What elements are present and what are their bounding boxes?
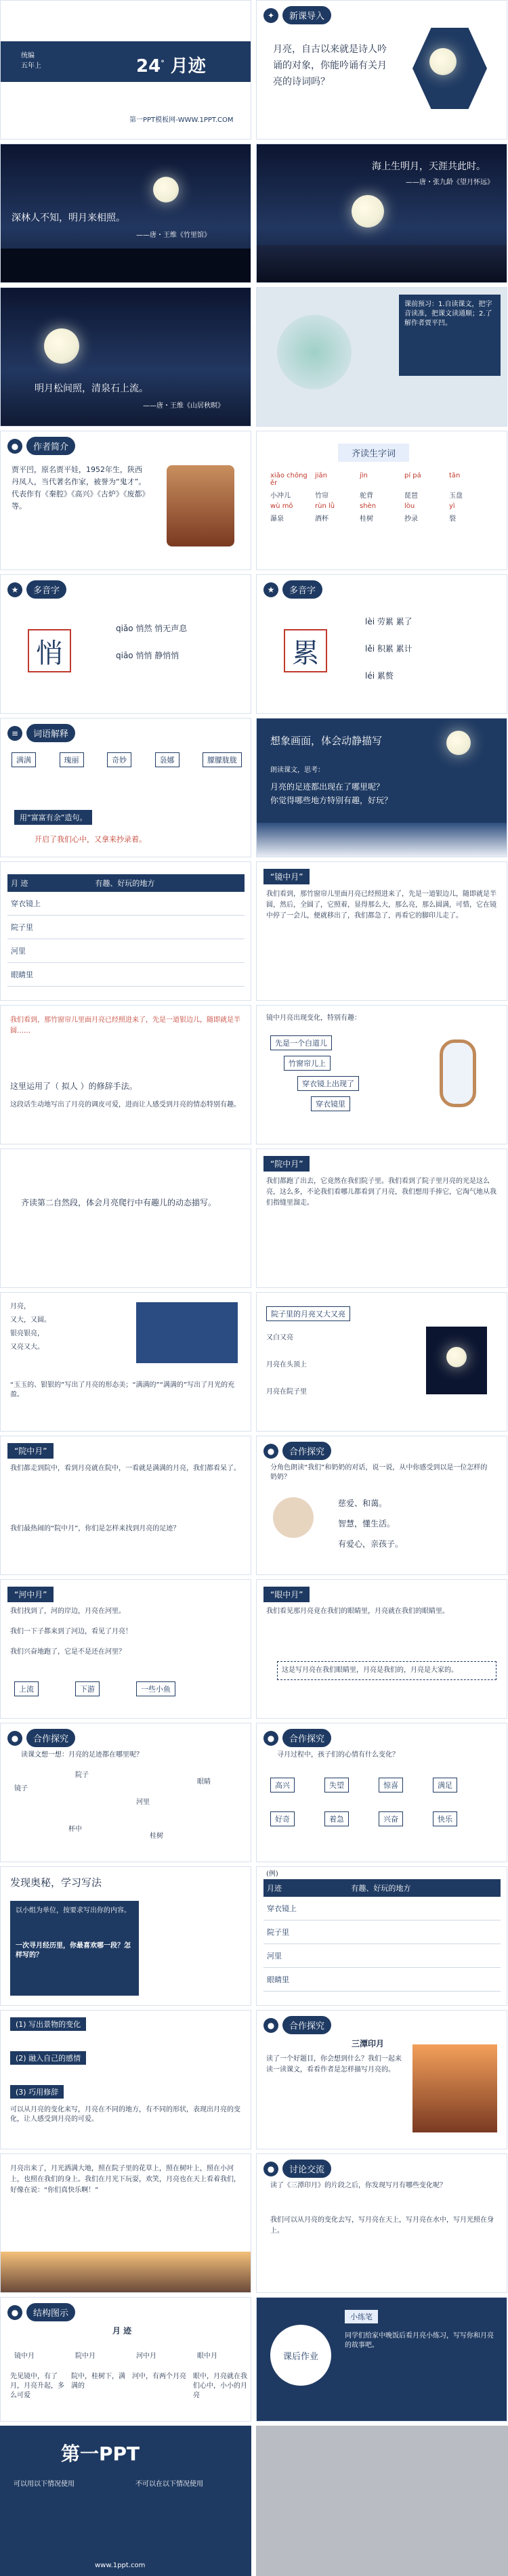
slide-yard3[interactable]: [256, 1292, 507, 1432]
author-tag: 作者简介: [26, 437, 75, 455]
close-q: 这里运用了（ 拟人 ）的修辞手法。: [10, 1081, 137, 1091]
slide-coop1[interactable]: [256, 1436, 507, 1575]
lesson-number: 24: [136, 56, 161, 77]
method-item: (1) 写出景物的变化: [10, 2017, 86, 2031]
pinyin: wù mō: [270, 502, 293, 510]
slide-intro[interactable]: [256, 0, 507, 139]
eye-tip: 这是写月亮在我们眼睛里，月亮是我们的，月亮是大家的。: [277, 1661, 496, 1680]
step-line: 穿衣镜上出现了: [297, 1076, 359, 1091]
mirror-icon: [440, 1039, 476, 1107]
eye-tag: “眼中月”: [263, 1587, 310, 1602]
slide-poly-2[interactable]: [256, 574, 507, 714]
site-label: 第一PPT模板网-WWW.1PPT.COM: [129, 116, 234, 124]
lesson-title: 月迹: [170, 56, 206, 77]
step-line: 竹窗帘儿上: [284, 1056, 331, 1071]
slide-title[interactable]: 统编 五年上 24° 月迹 第一PPT模板网-WWW.1PPT.COM: [0, 0, 251, 139]
vocab-item: 奇妙: [107, 752, 131, 767]
yard-text: 我们都跑了出去，它竟然在我们院子里。我们看到了院子里月亮的光是这么亮，这么多，不论我们看哪儿都看到了月亮，我们想用手捧它，它淘气地从我们指缝里溜走。: [266, 1178, 496, 1207]
slide-yard[interactable]: [256, 1149, 507, 1288]
vocab-item: 满满: [12, 752, 36, 767]
slide-poem-3[interactable]: [0, 287, 251, 427]
moon-icon: [429, 48, 457, 75]
homework-text: 同学们给家中晚饭后看月亮小练习，写写你和月亮的故事吧。: [345, 2332, 494, 2349]
dusk-photo: [1, 2252, 251, 2292]
mood-box: 满足: [433, 1778, 457, 1793]
vocab-tag: 词语解释: [26, 724, 75, 742]
slide-discover[interactable]: [0, 1866, 251, 2006]
discuss-tag: 讨论交流: [282, 2160, 331, 2178]
mood-box: 好奇: [270, 1811, 295, 1826]
trace-item: 院子: [75, 1772, 89, 1779]
structure-tag: 结构图示: [26, 2303, 75, 2321]
pinyin: tān: [449, 472, 461, 479]
blank-panel: [256, 2426, 508, 2576]
moon-photo: [136, 1302, 238, 1363]
structure-leaf: 先见镜中，有了月，月亮升起，多么可爱: [10, 2373, 64, 2399]
step-line: 先是一个白道儿: [270, 1035, 332, 1050]
word: 琵琶: [404, 492, 418, 500]
imagine-q1: 朗读课文，思考：: [270, 767, 324, 774]
slide-eye[interactable]: [256, 1579, 507, 1719]
coop2-q: 读课文想一想：月亮的足迹都在哪里呢？: [21, 1751, 143, 1759]
river-line: 我们兴奋地跑了，它是不是还在河里？: [10, 1648, 125, 1656]
yard3-line: 院子里的月亮又大又亮: [266, 1306, 350, 1321]
grade: 五年上: [21, 62, 41, 70]
intro-text: 月亮，自古以来就是诗人吟诵的对象，你能吟诵有关月亮的诗词吗？: [273, 44, 387, 87]
yard3-line: 月亮在院子里: [266, 1388, 307, 1396]
slide-coop4[interactable]: [256, 2010, 507, 2149]
vocab-sub: 用“富富有余”造句。: [14, 810, 92, 825]
word: 瀑泉: [270, 515, 284, 523]
slide-longtext[interactable]: [0, 2153, 251, 2293]
yard2-line: 银亮银亮，: [10, 1330, 44, 1337]
word: 抄录: [404, 515, 418, 523]
footer-logo: 第一PPT: [61, 2443, 140, 2465]
structure-leaf: 河中，有两个月亮: [132, 2373, 186, 2380]
poly-line: qiǎo 悄然 悄无声息: [116, 624, 188, 633]
pinyin: yì: [449, 502, 455, 510]
word: 驼背: [360, 492, 373, 500]
vocab-item: 瑰丽: [60, 752, 84, 767]
homework-tag: 小练笔: [345, 2310, 378, 2323]
discuss-text: 我们可以从月亮的变化去写，写月亮在天上，写月亮在水中，写月光照在身上。: [270, 2216, 494, 2235]
table-cell: 河里: [263, 1944, 347, 1968]
star-icon: ★: [263, 582, 278, 597]
table-cell: 河里: [7, 939, 91, 963]
words-tag: 齐读生字词: [338, 444, 409, 462]
ink-blob: [277, 315, 352, 389]
vocab-item: 朦朦胧胧: [203, 752, 242, 767]
mirror-text: 我们看到，那竹窗帘儿里面月亮已经照进来了，先是一道银边儿，随即就是半圆，然后，全圆了，它照着，显得那么大，那么亮，那么圆满，可惜，它在镜中停了一会儿，便就移出了，我们都急了，再看它的脚印儿走了。: [266, 890, 496, 920]
slide-poem-1[interactable]: [0, 144, 251, 283]
option: 智慧，懂生活。: [338, 1519, 396, 1528]
word: 裂: [449, 515, 456, 523]
yard2-line: 又大，又圆。: [10, 1316, 51, 1324]
slide-step[interactable]: [256, 1005, 507, 1144]
poem-text: 海上生明月，天涯共此时。: [372, 161, 486, 172]
structure-leaf: 院中，桂树下，满满的: [71, 2373, 125, 2390]
discover-title: 发现奥秘，学习写法: [10, 1876, 102, 1889]
table-header: 有趣、好玩的地方: [347, 1879, 501, 1897]
slide-yard4[interactable]: [0, 1436, 251, 1575]
mirror-tag: “镜中月”: [263, 869, 310, 884]
slide-example[interactable]: [256, 1866, 507, 2006]
people-icon: ●: [7, 1731, 22, 1746]
poly-tag: 多音字: [282, 580, 322, 599]
pinyin: rùn lǜ: [315, 502, 335, 510]
moon-icon: [446, 731, 471, 755]
slide-river[interactable]: [0, 1579, 251, 1719]
option: 慈爱、和蔼。: [338, 1499, 387, 1508]
slide-vocab[interactable]: [0, 718, 251, 857]
people-icon: ●: [263, 1731, 278, 1746]
publisher: 统编: [21, 52, 35, 60]
trace-item: 河里: [136, 1799, 150, 1806]
discover-q: 一次寻月经历里，你最喜欢哪一段？怎样写的？: [16, 1942, 131, 1959]
poem-author: ——唐・张九龄《望月怀远》: [406, 179, 494, 186]
discover-text: 以小组为单位，按要求写出你的内容。: [16, 1907, 131, 1914]
imagine-q2: 月亮的足迹都出现在了哪里呢？: [270, 782, 385, 792]
structure-node: 院中月: [75, 2353, 96, 2360]
table-cell: 穿衣镜上: [263, 1897, 347, 1920]
structure-node: 眼中月: [197, 2353, 217, 2360]
table-header: 有趣、好玩的地方: [91, 874, 245, 892]
trace-item: 镜子: [14, 1785, 28, 1793]
slide-mirror[interactable]: [256, 861, 507, 1001]
coop4-text: 读了一个好题目，你会想到什么？我们一起来读一读课文，看看作者是怎样描写月亮的。: [266, 2055, 402, 2074]
footer-col1: 可以用以下情况使用: [14, 2481, 75, 2488]
coop-tag: 合作探究: [282, 1729, 331, 1747]
imagine-title: 想象画面，体会动静描写: [270, 735, 383, 747]
footer-col2: 不可以在以下情况使用: [135, 2481, 203, 2488]
vocab-red: 开启了我们心中，又拿来抄录着。: [35, 835, 146, 844]
mood-box: 兴奋: [379, 1811, 403, 1826]
word: 桂树: [360, 515, 373, 523]
pinyin: shèn: [360, 502, 377, 510]
trace-item: 杯中: [68, 1826, 82, 1833]
coop-tag: 合作探究: [282, 2016, 331, 2034]
person-icon: ●: [7, 439, 22, 454]
author-photo: [167, 465, 234, 546]
slide-close[interactable]: [0, 1005, 251, 1144]
tree-icon: ●: [7, 2305, 22, 2320]
moon-icon: [446, 1347, 467, 1367]
poly-char: 悄: [28, 629, 71, 672]
yard-tag: “院中月”: [263, 1156, 310, 1172]
trace-table: [7, 874, 245, 987]
pinyin: jìn: [360, 472, 368, 479]
table-header: 月迹: [263, 1879, 347, 1897]
slide-imagine[interactable]: [256, 718, 507, 857]
poly-line: qiāo 悄悄 静悄悄: [116, 651, 179, 660]
poly-tag: 多音字: [26, 580, 66, 599]
flow-box: 一些小鱼: [136, 1681, 175, 1696]
step-title: 镜中月亮出现变化，特别有趣：: [266, 1014, 361, 1022]
yard4-tag: “院中月”: [7, 1443, 54, 1459]
mood-box: 着急: [324, 1811, 349, 1826]
method-item: (3) 巧用修辞: [10, 2085, 64, 2099]
table-cell: 眼睛里: [7, 963, 91, 987]
word: 竹帘: [315, 492, 329, 500]
ppt-footer: [0, 2426, 251, 2576]
table-header: 月 迹: [7, 874, 91, 892]
coop4-poem: 三潭印月: [352, 2039, 385, 2048]
pinyin: pí pá: [404, 472, 421, 479]
mood-box: 高兴: [270, 1778, 295, 1793]
slide-author[interactable]: [0, 431, 251, 570]
trace-item: 桂树: [150, 1832, 163, 1840]
mood-box: 失望: [324, 1778, 349, 1793]
slide-coop2[interactable]: [0, 1723, 251, 1862]
intro-tag: 新课导入: [282, 6, 331, 24]
mood-box: 快乐: [433, 1811, 457, 1826]
option: 有爱心，亲孩子。: [338, 1539, 404, 1549]
word: 小冲儿: [270, 492, 291, 500]
slide-yard2[interactable]: [0, 1292, 251, 1432]
structure-node: 河中月: [136, 2353, 156, 2360]
moon-icon: [44, 328, 79, 364]
yard3-line: 月亮在头顶上: [266, 1361, 307, 1369]
vocab-item: 袅娜: [155, 752, 179, 767]
poly-line: lěi 积累 累计: [365, 644, 412, 653]
slide-method[interactable]: [0, 2010, 251, 2149]
people-icon: ●: [263, 1444, 278, 1459]
author-text: 贾平凹，原名贾平娃，1952年生，陕西丹凤人，当代著名作家，被誉为“鬼才”。代表作有《秦腔》《高兴》《古炉》《废都》等。: [12, 465, 146, 511]
book-icon: ≡: [7, 726, 22, 741]
slide-discuss[interactable]: [256, 2153, 507, 2293]
sunset-photo: [412, 2044, 497, 2132]
example-table: [263, 1879, 501, 1992]
structure-node: 镜中月: [14, 2353, 35, 2360]
chat-icon: ●: [263, 2162, 278, 2176]
river-line: 我们一下子都来到了河边，看见了月亮！: [10, 1628, 132, 1635]
slide-coop3[interactable]: [256, 1723, 507, 1862]
people-icon: ●: [263, 2018, 278, 2033]
poly-line: léi 累赘: [365, 671, 394, 681]
method-item: (2) 融入自己的感情: [10, 2051, 86, 2065]
poem-author: ——唐・王维《竹里馆》: [136, 232, 211, 239]
coop-tag: 合作探究: [282, 1442, 331, 1460]
yard4-text: 我们都走到院中，看到月亮就在院中，一看就是满满的月亮，我们都看呆了。: [10, 1465, 240, 1472]
discuss-q: 读了《三潭印月》的片段之后，你发现写月有哪些变化呢？: [270, 2182, 446, 2189]
slide-poem-2[interactable]: [256, 144, 507, 283]
yard4-q: 我们最热闹的“院中月”，你们是怎样来找到月亮的足迹？: [10, 1525, 180, 1532]
table-cell: 院子里: [7, 916, 91, 939]
longtext: 月亮出来了，月光洒满大地，照在院子里的花草上，照在树叶上，照在小河上，也照在我们的身上。我们在月光下玩耍，欢笑，月亮也在天上看着我们，好像在说：“你们真快乐啊！”: [10, 2165, 240, 2194]
slide-words[interactable]: [256, 431, 507, 570]
grandma-avatar: [273, 1497, 314, 1538]
slide-read2[interactable]: [0, 1149, 251, 1288]
moon-icon: [153, 177, 179, 202]
bulb-icon: ✦: [263, 8, 278, 23]
yard2-line: 又亮又大。: [10, 1344, 44, 1351]
coop3-q: 寻月过程中，孩子们的心情有什么变化？: [277, 1751, 399, 1759]
pinyin: xiǎo chōng ěr: [270, 472, 308, 487]
slide-structure[interactable]: [0, 2297, 251, 2422]
coop-tag: 合作探究: [26, 1729, 75, 1747]
table-cell: 院子里: [263, 1920, 347, 1944]
imagine-q3: 你觉得哪些地方特别有趣，好玩？: [270, 796, 393, 805]
structure-title: 月 迹: [112, 2326, 132, 2336]
poly-char: 累: [284, 629, 327, 672]
poem-text: 深林人不知，明月来相照。: [12, 213, 125, 223]
yard2-line: 月亮，: [10, 1303, 30, 1310]
pinyin: jiān: [315, 472, 328, 479]
trace-item: 眼睛: [197, 1778, 211, 1786]
poem-text: 明月松间照，清泉石上流。: [35, 383, 148, 394]
slide-poly-1[interactable]: [0, 574, 251, 714]
pinyin: lòu: [404, 502, 415, 510]
poly-line: lèi 劳累 累了: [365, 617, 412, 626]
flow-box: 下游: [75, 1681, 100, 1696]
river-line: 我们找到了，河的岸边，月亮在河里。: [10, 1608, 125, 1615]
slide-table[interactable]: [0, 861, 251, 1001]
word: 酒杯: [315, 515, 329, 523]
close-text: 我们看到，那竹窗帘儿里面月亮已经照进来了，先是一道银边儿，随即就是半圆……: [10, 1016, 240, 1035]
river-tag: “河中月”: [7, 1587, 54, 1602]
eye-text: 我们看见那月亮竟在我们的眼睛里，月亮就在我们的眼睛里。: [266, 1608, 449, 1615]
slide-homework[interactable]: [256, 2297, 507, 2422]
coop1-q: 分角色朗读“我们”和奶奶的对话，说一说，从中你感受到以是一位怎样的奶奶？: [270, 1464, 488, 1481]
poem-author: ——唐・王维《山居秋暝》: [143, 402, 224, 410]
homework-label: 课后作业: [270, 2325, 331, 2386]
table-cell: 穿衣镜上: [7, 892, 91, 916]
moon-icon: [352, 195, 384, 228]
yard2-tip: “玉玉的、银银的”写出了月亮的形态美；“满满的”“满满的”写出了月光的充盈。: [10, 1381, 235, 1398]
step-line: 穿衣镜里: [311, 1096, 350, 1111]
structure-leaf: 眼中，月亮就在我们心中，小小的月亮: [193, 2373, 247, 2399]
slide-preview-note[interactable]: [256, 287, 507, 427]
table-cell: 眼睛里: [263, 1968, 347, 1992]
read2-text: 齐读第二自然段，体会月亮爬行中有趣儿的动态描写。: [21, 1198, 217, 1207]
mood-box: 惊喜: [379, 1778, 403, 1793]
star-icon: ★: [7, 582, 22, 597]
note-text: 课前预习：1.自读课文，把字音读准，把课文读通顺；2.了解作者贾平凹。: [404, 301, 492, 327]
word: 玉盘: [449, 492, 463, 500]
close-tip: 这段话生动地写出了月亮的调皮可爱，进而让人感受到月亮的情态特别有趣。: [10, 1101, 240, 1109]
footer-site: www.1ppt.com: [95, 2562, 146, 2569]
method-text: 可以从月亮的变化来写，月亮在不同的地方，有不同的形状，表现出月亮的变化，让人感受到月亮的可爱。: [10, 2106, 240, 2123]
yard3-line: 又白又亮: [266, 1334, 293, 1341]
flow-box: 上流: [14, 1681, 39, 1696]
example-title: (例): [266, 1870, 278, 1878]
